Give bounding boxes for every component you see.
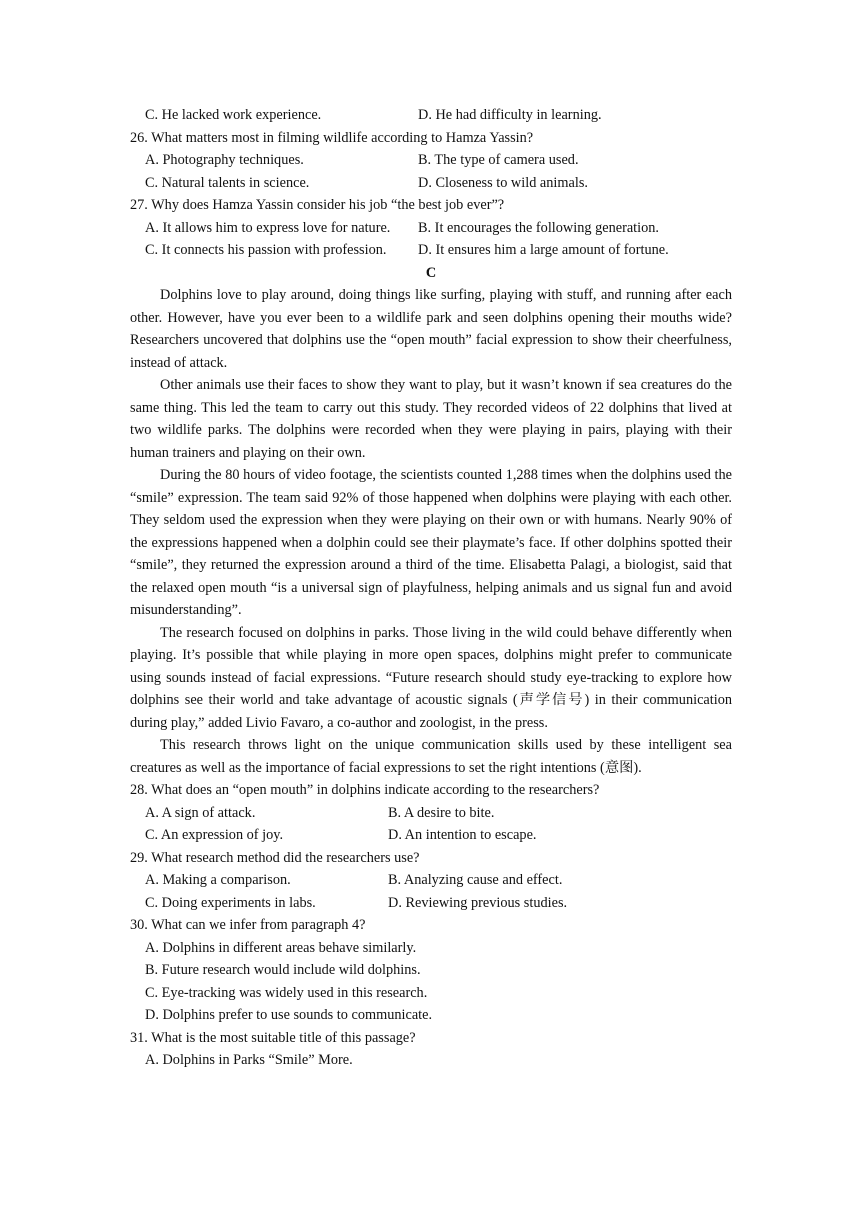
q26-options-row-2: [130, 172, 732, 195]
passage-paragraph-5: This research throws light on the unique communication skills used by these intelligent sea creatures as well as the importance of facial expressions to set the right intentions (意图).: [130, 737, 732, 776]
q30-option-d[interactable]: D. Dolphins prefer to use sounds to communicate.: [145, 1007, 433, 1023]
q26-option-a[interactable]: A. Photography techniques.: [145, 152, 304, 168]
q30-option-b[interactable]: B. Future research would include wild dolphins.: [145, 962, 421, 978]
passage-paragraph-1: Dolphins love to play around, doing things like surfing, playing with stuff, and running after each other. However, have you ever been to a wildlife park and seen dolphins opening their mouths wide? Researchers uncovered that dolphins use the “open mouth” facial expression to show their cheerfulness, instead of attack.: [130, 287, 732, 371]
q27-option-b[interactable]: B. It encourages the following generation.: [418, 219, 659, 236]
q30-question: 30. What can we infer from paragraph 4?: [130, 917, 366, 933]
passage-paragraph-4: The research focused on dolphins in parks. Those living in the wild could behave differently when playing. It’s possible that while playing in more open spaces, dolphins might prefer to communicate using sounds instead of facial expressions. “Future research should study eye-tracking to explore how dolphins see their world and take advantage of acoustic signals (声学信号) in their communication during play,” added Livio Favaro, a co-author and zoologist, in the press.: [130, 624, 732, 731]
q29-options-row-1: [130, 869, 732, 892]
q28-option-b[interactable]: B. A desire to bite.: [388, 804, 495, 821]
q28-question: 28. What does an “open mouth” in dolphins indicate according to the researchers?: [130, 782, 600, 798]
q26-option-d[interactable]: D. Closeness to wild animals.: [418, 174, 588, 191]
q28-options-row-2: [130, 824, 732, 847]
q29-option-d[interactable]: D. Reviewing previous studies.: [388, 894, 568, 911]
q29-question: 29. What research method did the researchers use?: [130, 849, 420, 866]
section-heading: C: [425, 264, 437, 281]
passage-paragraph-3: During the 80 hours of video footage, the scientists counted 1,288 times when the dolphins used the “smile” expression. The team said 92% of those happened when dolphins were playing with each other. They seldom used the expression when they were playing on their own or with humans. Nearly 90% of the expressions happened when a dolphin could see their playmate’s face. If other dolphins spotted their “smile”, they returned the expression around a third of the time. Elisabetta Palagi, a biologist, said that the relaxed open mouth “is a universal sign of playfulness, helping animals and us signal fun and avoid misunderstanding”.: [130, 467, 732, 618]
q30-option-c[interactable]: C. Eye-tracking was widely used in this research.: [145, 984, 428, 1001]
q27-option-c[interactable]: C. It connects his passion with profession.: [145, 242, 387, 258]
q29-option-c[interactable]: C. Doing experiments in labs.: [145, 894, 316, 911]
q27-option-d[interactable]: D. It ensures him a large amount of fortune.: [418, 242, 669, 258]
q28-option-c[interactable]: C. An expression of joy.: [145, 827, 284, 843]
q26-option-c[interactable]: C. Natural talents in science.: [145, 174, 310, 191]
q29-options-row-2: [130, 892, 732, 915]
q27-option-a[interactable]: A. It allows him to express love for nature.: [145, 219, 391, 236]
page-content: [130, 104, 732, 1072]
q28-option-d[interactable]: D. An intention to escape.: [388, 827, 537, 843]
q31-question: 31. What is the most suitable title of this passage?: [130, 1029, 416, 1046]
q25-option-c[interactable]: C. He lacked work experience.: [145, 107, 322, 123]
q28-options-row-1: [130, 802, 732, 825]
passage-paragraph-2: Other animals use their faces to show they want to play, but it wasn’t known if sea creatures do the same thing. This led the team to carry out this study. They recorded videos of 22 dolphins that lived at two wildlife parks. The dolphins were recorded when they were playing in pairs, playing with their human trainers and playing on their own.: [130, 377, 732, 461]
q31-option-a[interactable]: A. Dolphins in Parks “Smile” More.: [145, 1052, 353, 1068]
q26-options-row-1: [130, 149, 732, 172]
q26-question: 26. What matters most in filming wildlife according to Hamza Yassin?: [130, 129, 534, 146]
q26-option-b[interactable]: B. The type of camera used.: [418, 152, 579, 168]
q29-option-b[interactable]: B. Analyzing cause and effect.: [388, 872, 563, 888]
q27-options-row-1: [130, 217, 732, 240]
q25-option-d[interactable]: D. He had difficulty in learning.: [418, 107, 602, 123]
q27-options-row-2: [130, 239, 732, 262]
q25-options-row: [130, 104, 732, 127]
q27-question: 27. Why does Hamza Yassin consider his job “the best job ever”?: [130, 197, 505, 213]
q30-option-a[interactable]: A. Dolphins in different areas behave similarly.: [145, 939, 417, 956]
q29-option-a[interactable]: A. Making a comparison.: [145, 872, 291, 888]
q28-option-a[interactable]: A. A sign of attack.: [145, 804, 256, 821]
